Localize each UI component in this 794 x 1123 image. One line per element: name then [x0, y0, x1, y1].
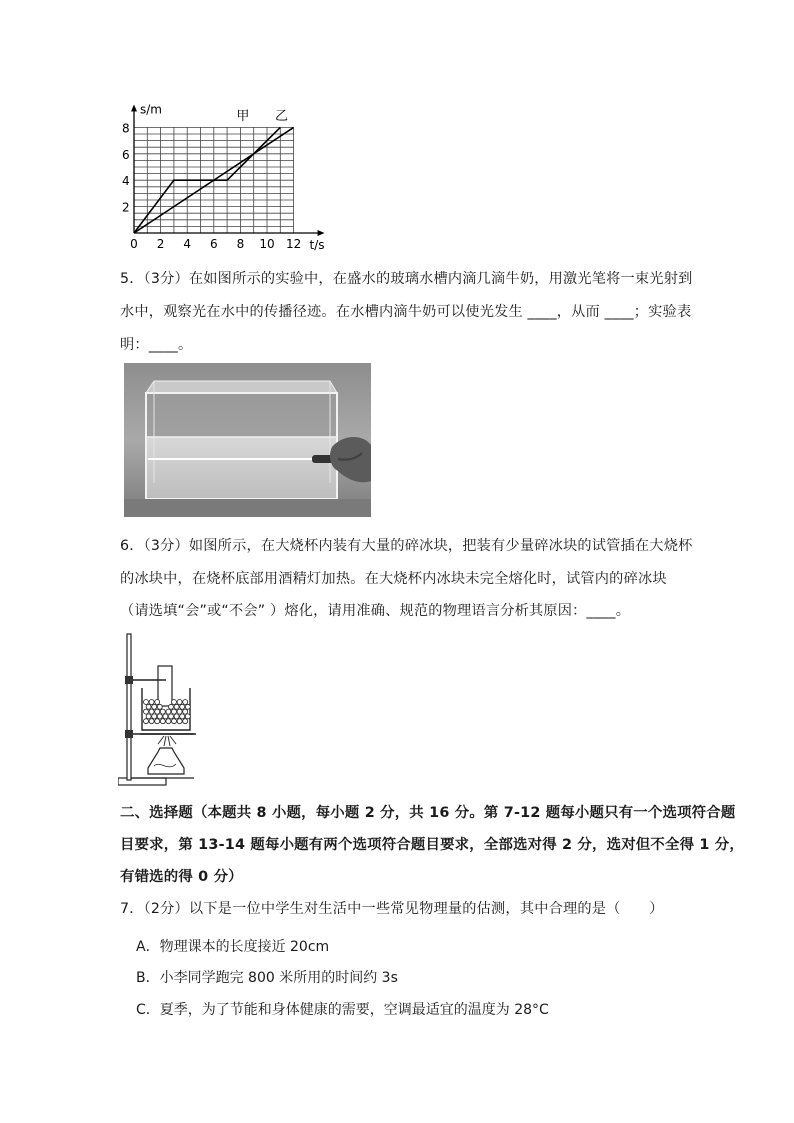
series-label-jia: 甲	[236, 109, 250, 125]
x-tick-label: 0	[130, 237, 138, 251]
q6-line-1: 6．（3分）如图所示，在大烧杯内装有大量的碎冰块，把装有少量碎冰块的试管插在大烧杯	[120, 538, 693, 554]
ice-piece	[185, 704, 190, 709]
ice-piece	[155, 719, 160, 724]
q7-option-b: B．小李同学跑完 800 米所用的时间约 3s	[136, 970, 398, 986]
ice-piece	[144, 719, 149, 724]
ice-piece	[180, 704, 185, 709]
ice-piece	[174, 714, 179, 719]
x-tick-label: 10	[259, 237, 275, 251]
graph-labels	[122, 104, 325, 252]
x-tick-label: 2	[156, 237, 165, 251]
ice-piece	[149, 709, 154, 714]
ice-piece	[160, 719, 165, 724]
ice-piece	[174, 704, 179, 709]
q5-line-2: 水中，观察光在水中的传播径迹。在水槽内滴牛奶可以使光发生 ____，从而 ____；实验表	[120, 304, 692, 320]
ice-piece	[172, 709, 177, 714]
ice-piece	[177, 700, 182, 705]
ice-piece	[177, 709, 182, 714]
ice-piece	[172, 700, 177, 705]
ice-piece	[169, 704, 174, 709]
ice-piece	[157, 704, 162, 709]
q7-option-a: A．物理课本的长度接近 20cm	[136, 939, 330, 955]
x-tick-label: 6	[209, 237, 218, 251]
q5-line-3: 明：____。	[120, 337, 193, 353]
ice-pieces	[144, 700, 191, 724]
ice-piece	[155, 700, 160, 705]
section2-line-3: 有错选的得 0 分）	[120, 869, 243, 885]
ice-piece	[157, 714, 162, 719]
section2-line-1: 二、选择题（本题共 8 小题，每小题 2 分，共 16 分。第 7-12 题每小题只有一个选项符合题	[120, 805, 736, 821]
q7-option-c: C．夏季，为了节能和身体健康的需要，空调最适宜的温度为 28°C	[136, 1002, 549, 1018]
ice-piece	[149, 719, 154, 724]
y-axis-label: s/m	[140, 104, 162, 117]
x-tick-label: 8	[236, 237, 245, 251]
distance-time-graph	[115, 104, 345, 254]
ice-piece	[166, 719, 171, 724]
beaker-apparatus-diagram	[118, 632, 208, 788]
ice-piece	[144, 709, 149, 714]
ice-piece	[152, 714, 157, 719]
ice-piece	[149, 700, 154, 705]
series-label-yi: 乙	[274, 109, 288, 125]
y-tick-label: 8	[122, 121, 130, 136]
y-tick-label: 2	[122, 200, 130, 215]
ice-piece	[183, 709, 188, 714]
x-tick-label: 12	[285, 237, 302, 251]
q6-line-2: 的冰块中，在烧杯底部用酒精灯加热。在大烧杯内冰块未完全熔化时，试管内的碎冰块	[120, 571, 667, 587]
ice-piece	[155, 709, 160, 714]
ice-piece	[169, 714, 174, 719]
water-tank-photo	[124, 363, 371, 517]
ice-piece	[183, 719, 188, 724]
q5-line-1: 5．（3分）在如图所示的实验中，在盛水的玻璃水槽内滴几滴牛奶，用激光笔将一束光射到	[120, 271, 693, 287]
y-tick-label: 6	[122, 147, 130, 162]
y-axis-arrow	[131, 105, 137, 112]
q6-line-3: （请选填“会”或“不会” ）熔化，请用准确、规范的物理语言分析其原因：____。	[120, 603, 631, 619]
section2-line-2: 目要求，第 13-14 题每小题有两个选项符合题目要求，全部选对得 2 分，选对但不全得 1 分，	[120, 837, 744, 853]
ice-piece	[146, 704, 151, 709]
ice-piece	[172, 719, 177, 724]
ice-piece	[146, 714, 151, 719]
ice-piece	[144, 700, 149, 705]
ice-piece	[160, 709, 165, 714]
ice-piece	[152, 704, 157, 709]
ice-piece	[177, 719, 182, 724]
y-tick-label: 4	[122, 174, 130, 189]
x-axis-arrow	[318, 230, 325, 236]
q7-stem: 7．（2分）以下是一位中学生对生活中一些常见物理量的估测，其中合理的是（ ）	[120, 901, 664, 917]
x-tick-label: 4	[183, 237, 192, 251]
ice-piece	[180, 714, 185, 719]
ice-piece	[166, 709, 171, 714]
ice-piece	[183, 700, 188, 705]
x-axis-label: t/s	[309, 238, 325, 252]
ice-piece	[185, 714, 190, 719]
ice-piece	[163, 714, 168, 719]
